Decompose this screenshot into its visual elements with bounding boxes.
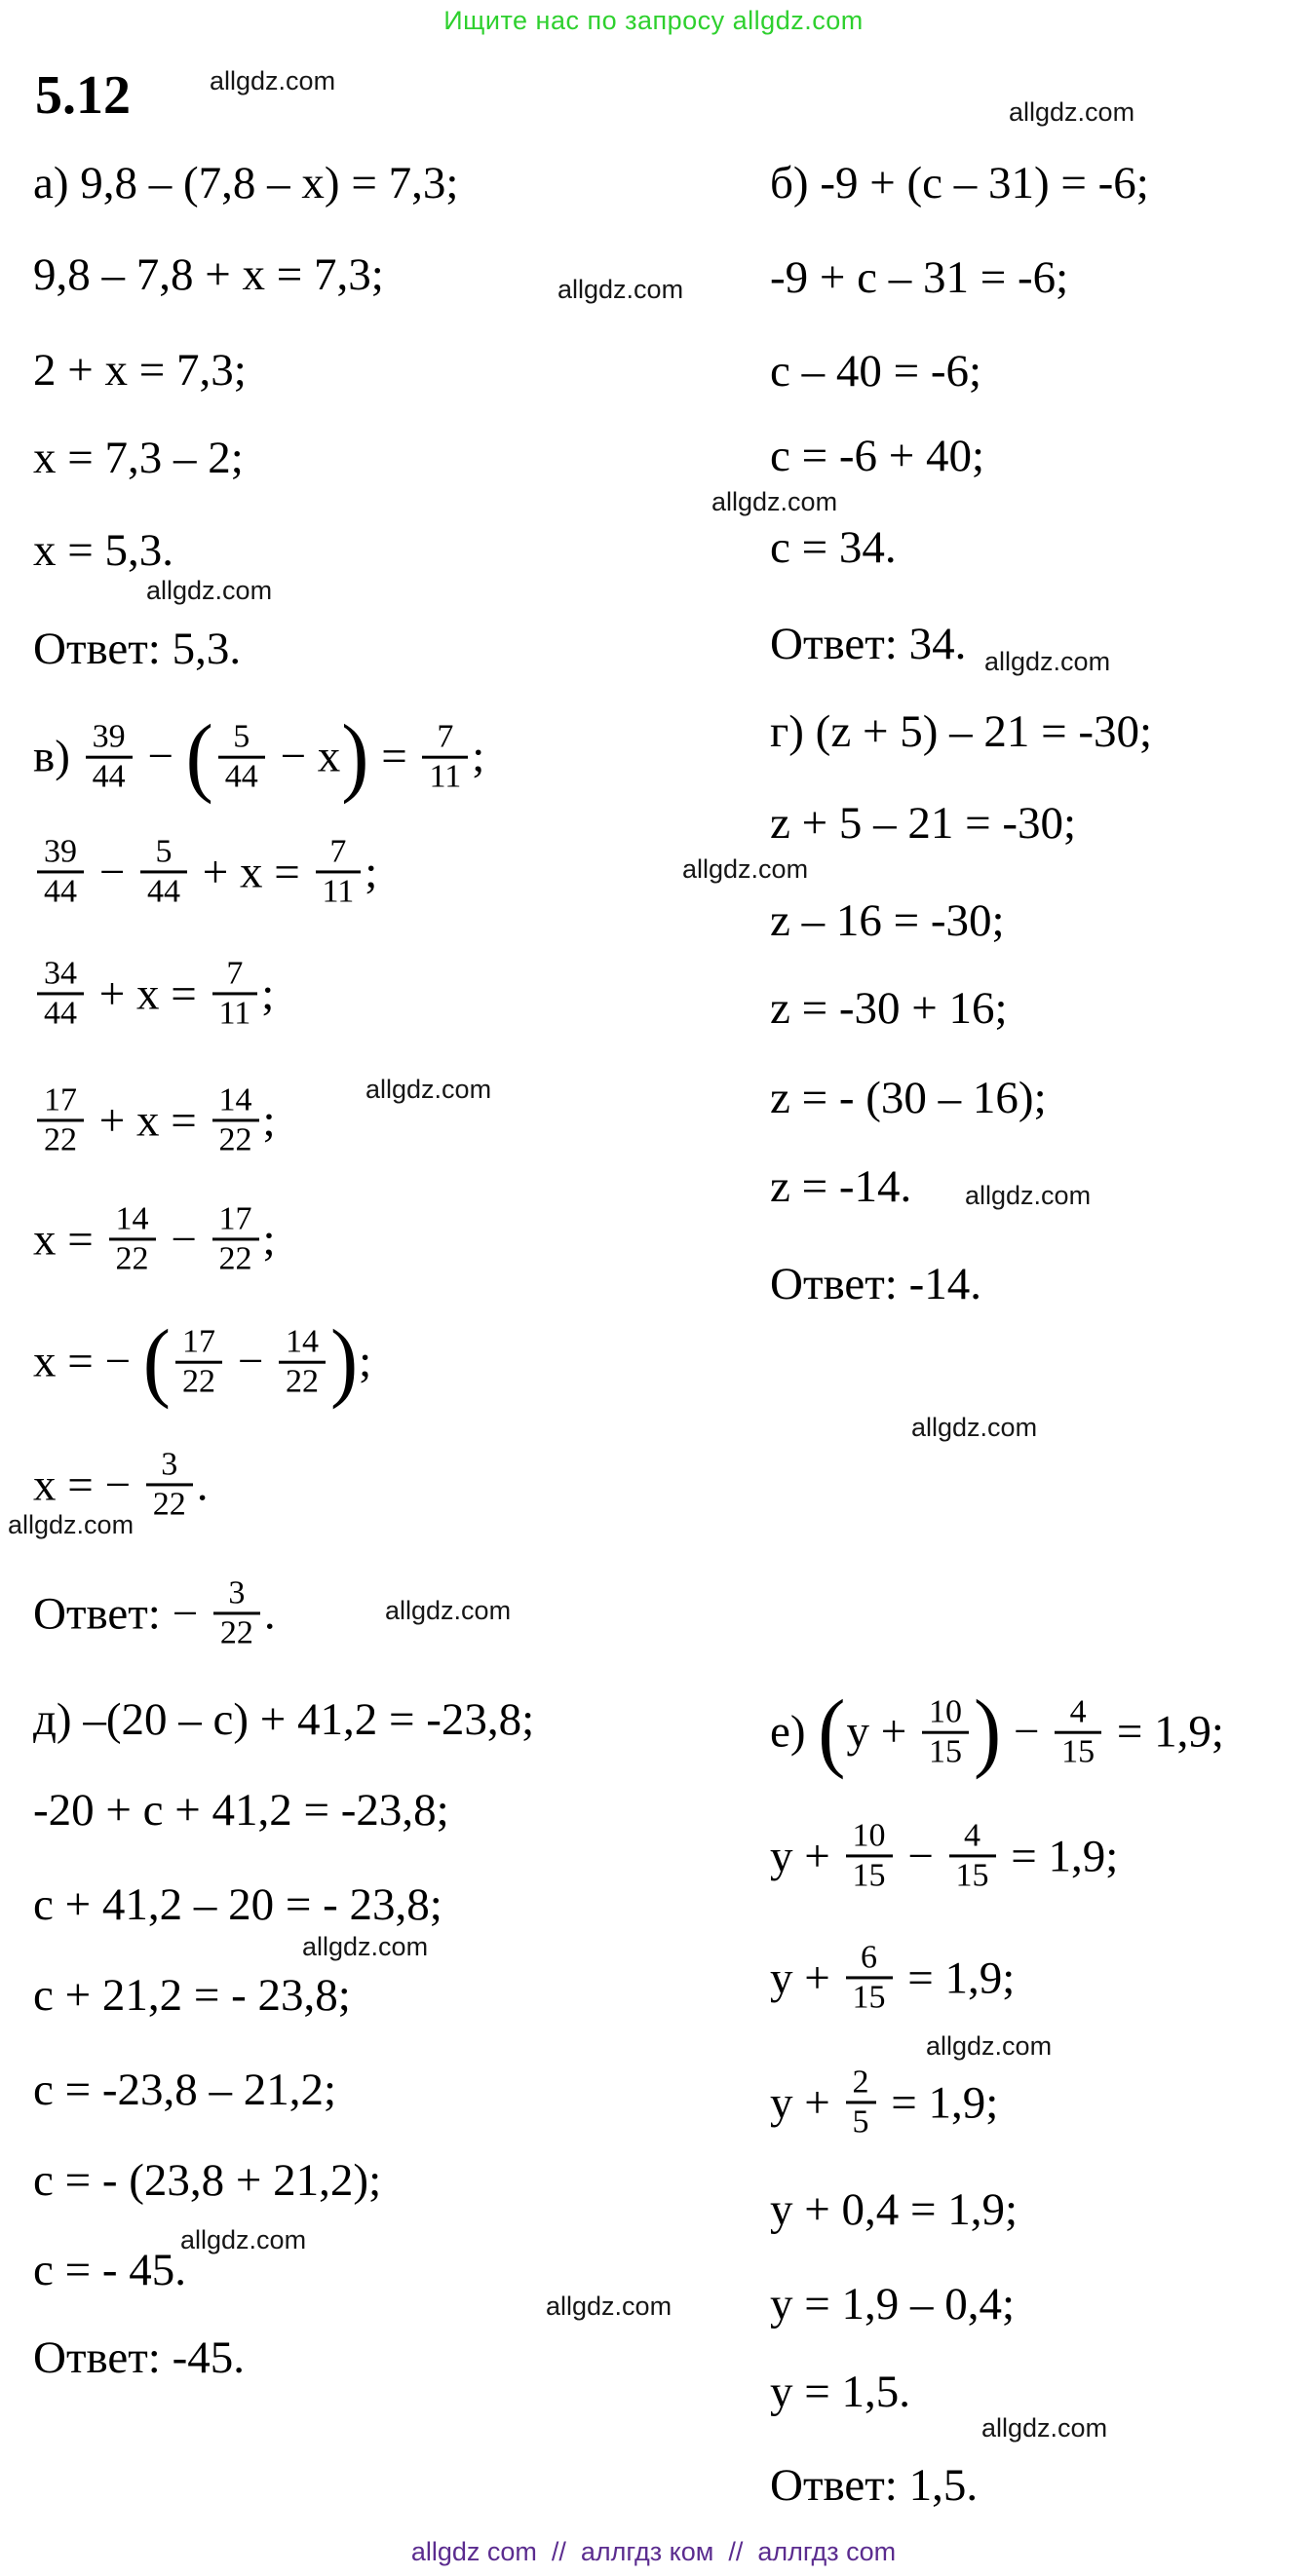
equation-text: y + 0,4 = 1,9;: [770, 2183, 1019, 2235]
fraction-numerator: 6: [861, 1939, 878, 1976]
equation-text: Ответ: 34.: [770, 618, 967, 669]
fraction-numerator: 17: [181, 1323, 215, 1360]
equation-text: .: [196, 1458, 209, 1510]
equation-line: [770, 345, 981, 398]
equation-line: [33, 2064, 336, 2116]
fraction-denominator: 44: [92, 758, 126, 795]
equation-line: [33, 1784, 449, 1837]
fraction: [212, 1081, 259, 1158]
fraction: [175, 1323, 222, 1400]
answer-line: [770, 2459, 978, 2512]
equation-text: = 1,9;: [879, 2076, 999, 2128]
equation-text: Ответ: 1,5.: [770, 2459, 979, 2511]
fraction: [218, 718, 265, 795]
equation-line: [33, 1200, 276, 1277]
fraction: [279, 1323, 326, 1400]
site-promo-banner: Ищите нас по запросу allgdz.com: [443, 6, 864, 35]
fraction-denominator: 22: [44, 1121, 77, 1158]
equation-line: [33, 1878, 442, 1931]
equation-text: −: [896, 1830, 945, 1881]
equation-line: [33, 1969, 351, 2022]
equation-text: y +: [770, 1951, 842, 2003]
equation-text: c = 34.: [770, 521, 897, 573]
equation-text: z = -30 + 16;: [770, 982, 1008, 1034]
equation-text: Ответ: −: [33, 1587, 210, 1639]
equation-text: ;: [472, 731, 485, 782]
equation-line: [33, 344, 247, 397]
watermark: allgdz.com: [180, 2225, 307, 2254]
equation-text: = 1,9;: [1105, 1706, 1224, 1758]
equation-line: [33, 248, 384, 301]
fraction-numerator: 4: [1069, 1693, 1087, 1730]
equation-text: −: [135, 731, 185, 782]
watermark: allgdz.com: [965, 1181, 1092, 1210]
equation-text: z = - (30 – 16);: [770, 1072, 1047, 1123]
fraction-denominator: 44: [224, 758, 258, 795]
fraction: [37, 955, 84, 1032]
equation-line: [770, 1939, 1015, 2016]
equation-text: −: [1002, 1706, 1052, 1758]
fraction-numerator: 4: [964, 1817, 981, 1854]
problem-number: 5.12: [35, 65, 131, 126]
answer-line: [33, 2331, 245, 2384]
tall-parenthesis: (: [185, 706, 213, 806]
watermark: allgdz.com: [926, 2031, 1053, 2061]
equation-line: [33, 157, 458, 209]
equation-line: [33, 706, 485, 806]
watermark: allgdz.com: [557, 275, 684, 304]
fraction: [37, 833, 84, 910]
equation-text: y +: [770, 1830, 842, 1881]
fraction-denominator: 44: [147, 873, 181, 910]
tall-parenthesis: (: [142, 1311, 171, 1411]
fraction-denominator: 15: [955, 1857, 989, 1894]
fraction-numerator: 14: [218, 1081, 252, 1118]
equation-text: а) 9,8 – (7,8 – x) = 7,3;: [33, 157, 459, 208]
watermark: allgdz.com: [146, 576, 273, 605]
tall-parenthesis: ): [329, 1311, 359, 1411]
fraction: [1055, 1693, 1101, 1770]
equation-text: + x =: [88, 1094, 209, 1146]
fraction-numerator: 7: [226, 955, 244, 992]
fraction-denominator: 15: [852, 1979, 886, 2016]
watermark: allgdz.com: [682, 854, 809, 884]
equation-text: y = 1,9 – 0,4;: [770, 2278, 1016, 2330]
fraction: [146, 1446, 193, 1523]
fraction-denominator: 22: [218, 1121, 252, 1158]
equation-text: z + 5 – 21 = -30;: [770, 797, 1077, 849]
fraction-denominator: 15: [928, 1733, 962, 1770]
equation-line: [33, 1693, 534, 1746]
fraction-denominator: 11: [322, 873, 355, 910]
equation-text: −: [88, 846, 137, 897]
equation-text: .: [263, 1587, 276, 1639]
fraction-denominator: 5: [852, 2103, 869, 2140]
fraction-numerator: 39: [92, 718, 126, 755]
fraction-numerator: 3: [228, 1574, 246, 1611]
answer-line: [770, 618, 966, 670]
equation-line: [33, 1081, 276, 1158]
watermark: allgdz.com: [981, 2413, 1108, 2443]
tall-parenthesis: (: [818, 1682, 846, 1781]
fraction-denominator: 44: [44, 995, 77, 1032]
equation-line: [33, 432, 244, 484]
equation-line: [770, 2366, 910, 2418]
fraction-denominator: 22: [115, 1240, 149, 1277]
fraction-numerator: 10: [852, 1817, 886, 1854]
fraction-denominator: 44: [44, 873, 77, 910]
equation-text: c = - 45.: [33, 2244, 187, 2295]
watermark: allgdz.com: [385, 1596, 512, 1625]
equation-line: [33, 2244, 186, 2296]
equation-text: −: [225, 1336, 275, 1387]
equation-text: + x =: [88, 967, 209, 1019]
fraction-numerator: 2: [852, 2064, 869, 2101]
fraction: [922, 1693, 969, 1770]
fraction: [846, 1939, 893, 2016]
equation-text: z = -14.: [770, 1160, 912, 1212]
fraction: [109, 1200, 156, 1277]
fraction: [949, 1817, 996, 1894]
equation-text: ;: [359, 1336, 372, 1387]
equation-line: [770, 2278, 1015, 2330]
equation-text: − x: [268, 731, 341, 782]
equation-text: е): [770, 1706, 818, 1758]
equation-line: [33, 1311, 372, 1411]
fraction: [212, 955, 258, 1032]
equation-line: [770, 2183, 1018, 2236]
equation-text: 9,8 – 7,8 + x = 7,3;: [33, 248, 384, 300]
equation-text: = 1,9;: [896, 1951, 1016, 2003]
answer-line: [33, 623, 241, 675]
equation-text: y +: [770, 2076, 842, 2128]
equation-line: [770, 1160, 911, 1213]
equation-text: = 1,9;: [999, 1830, 1119, 1881]
equation-text: y +: [846, 1706, 918, 1758]
fraction-numerator: 14: [115, 1200, 149, 1237]
equation-line: [33, 2154, 381, 2207]
equation-text: 2 + x = 7,3;: [33, 344, 247, 396]
fraction: [846, 1817, 893, 1894]
watermark: allgdz.com: [711, 487, 838, 516]
equation-line: [770, 705, 1152, 758]
watermark: allgdz.com: [911, 1413, 1038, 1442]
equation-text: ;: [262, 1213, 276, 1265]
equation-line: [770, 157, 1149, 209]
fraction-numerator: 17: [218, 1200, 252, 1237]
fraction-denominator: 15: [1061, 1733, 1096, 1770]
equation-text: б) -9 + (c – 31) = -6;: [770, 157, 1149, 208]
watermark: allgdz.com: [8, 1510, 135, 1539]
equation-line: [770, 2064, 998, 2140]
watermark: allgdz.com: [1009, 97, 1135, 127]
equation-text: x = 5,3.: [33, 524, 174, 576]
equation-line: [33, 524, 173, 577]
watermark: allgdz.com: [365, 1075, 492, 1104]
watermark: allgdz.com: [546, 2292, 673, 2321]
fraction-numerator: 34: [44, 955, 77, 992]
fraction-numerator: 5: [233, 718, 250, 755]
fraction-denominator: 11: [429, 758, 462, 795]
fraction-numerator: 17: [44, 1081, 77, 1118]
fraction-numerator: 7: [329, 833, 347, 870]
equation-text: c – 40 = -6;: [770, 345, 982, 397]
watermark: allgdz.com: [302, 1932, 429, 1961]
equation-text: c = -6 + 40;: [770, 430, 985, 481]
fraction: [316, 833, 362, 910]
equation-text: c = - (23,8 + 21,2);: [33, 2154, 382, 2206]
equation-text: Ответ: -14.: [770, 1258, 982, 1309]
fraction: [212, 1200, 259, 1277]
equation-text: г) (z + 5) – 21 = -30;: [770, 705, 1153, 757]
equation-text: c + 41,2 – 20 = - 23,8;: [33, 1878, 442, 1930]
equation-line: [770, 1682, 1224, 1781]
equation-text: -20 + c + 41,2 = -23,8;: [33, 1784, 449, 1836]
fraction: [86, 718, 133, 795]
equation-line: [770, 982, 1008, 1035]
fraction-numerator: 5: [155, 833, 173, 870]
fraction: [37, 1081, 84, 1158]
fraction: [422, 718, 468, 795]
fraction-denominator: 15: [852, 1857, 886, 1894]
equation-text: z – 16 = -30;: [770, 894, 1005, 946]
fraction-denominator: 22: [152, 1486, 186, 1523]
equation-text: =: [369, 731, 419, 782]
equation-text: ;: [261, 967, 275, 1019]
equation-text: c = -23,8 – 21,2;: [33, 2064, 337, 2115]
fraction-denominator: 11: [218, 995, 251, 1032]
equation-text: ;: [365, 846, 378, 897]
equation-line: [770, 251, 1068, 304]
fraction-numerator: 7: [437, 718, 454, 755]
equation-text: Ответ: 5,3.: [33, 623, 242, 674]
equation-text: + x =: [191, 846, 312, 897]
equation-line: [770, 797, 1076, 850]
fraction-numerator: 39: [44, 833, 77, 870]
equation-line: [770, 894, 1005, 947]
equation-line: [770, 1817, 1118, 1894]
equation-line: [33, 833, 377, 910]
fraction: [846, 2064, 876, 2140]
equation-text: x = −: [33, 1336, 142, 1387]
fraction-numerator: 14: [285, 1323, 319, 1360]
equation-text: x =: [33, 1213, 105, 1265]
watermark: allgdz.com: [210, 66, 336, 95]
equation-text: c + 21,2 = - 23,8;: [33, 1969, 351, 2021]
fraction-numerator: 10: [928, 1693, 962, 1730]
equation-line: [770, 1072, 1047, 1124]
watermark: allgdz.com: [984, 647, 1111, 676]
equation-text: -9 + c – 31 = -6;: [770, 251, 1069, 303]
tall-parenthesis: ): [341, 706, 369, 806]
equation-text: y = 1,5.: [770, 2366, 911, 2417]
fraction-numerator: 3: [161, 1446, 178, 1483]
equation-text: −: [159, 1213, 209, 1265]
tall-parenthesis: ): [973, 1682, 1002, 1781]
equation-text: ;: [262, 1094, 276, 1146]
equation-text: x = −: [33, 1458, 142, 1510]
fraction: [140, 833, 187, 910]
answer-line: [770, 1258, 981, 1310]
fraction-denominator: 22: [181, 1363, 215, 1400]
equation-text: д) –(20 – c) + 41,2 = -23,8;: [33, 1693, 535, 1745]
fraction-denominator: 22: [218, 1240, 252, 1277]
fraction-denominator: 22: [285, 1363, 319, 1400]
equation-line: [770, 430, 984, 482]
equation-line: [770, 521, 897, 574]
fraction-denominator: 22: [219, 1614, 253, 1651]
footer-watermark: allgdz com // аллгдз ком // аллгдз com: [410, 2537, 897, 2566]
equation-text: в): [33, 731, 82, 782]
fraction: [213, 1574, 260, 1651]
answer-line: [33, 1574, 276, 1651]
equation-text: x = 7,3 – 2;: [33, 432, 244, 483]
equation-line: [33, 955, 274, 1032]
equation-text: Ответ: -45.: [33, 2331, 246, 2383]
